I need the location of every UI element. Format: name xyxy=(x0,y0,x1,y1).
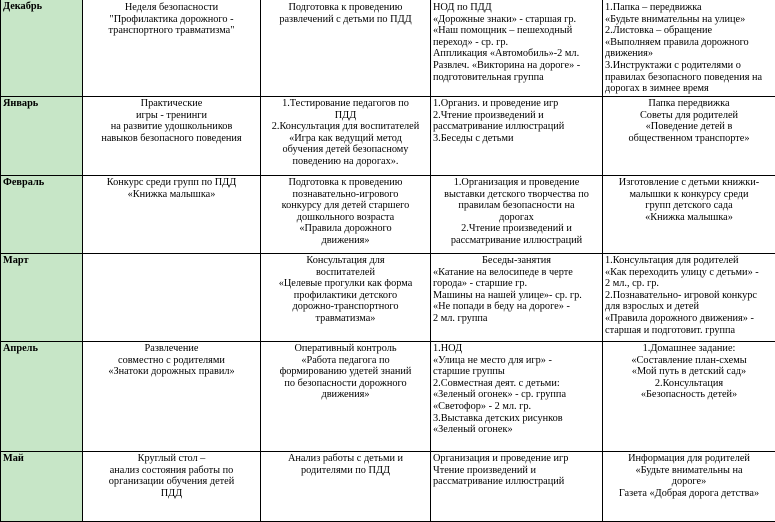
text-line: "Профилактика дорожного - xyxy=(85,14,258,26)
text-line: совместно с родителями xyxy=(85,355,258,367)
month-label: Март xyxy=(3,255,29,266)
text-line: профилактики детского xyxy=(263,290,428,302)
text-line: 3.Беседы с детьми xyxy=(433,133,600,145)
text-line: Оперативный контроль xyxy=(263,343,428,355)
text-line: «Будьте внимательны на xyxy=(605,465,773,477)
text-line: «Поведение детей в xyxy=(605,121,773,133)
table-cell-parents xyxy=(603,342,775,452)
text-line: «Целевые прогулки как форма xyxy=(263,278,428,290)
text-line: 1.Организация и проведение xyxy=(433,177,600,189)
table-cell-event xyxy=(83,254,261,342)
text-line: 2.Консультация для воспитателей xyxy=(263,121,428,133)
text-line: «Зеленый огонек» - ср. группа xyxy=(433,389,600,401)
text-line: старшая и подготовит. группа xyxy=(605,325,773,337)
month-label: Январь xyxy=(3,98,38,109)
text-line: «Выполняем правила дорожного xyxy=(605,37,773,49)
text-line: дорожно-транспортного xyxy=(263,301,428,313)
text-line: дошкольного возраста xyxy=(263,212,428,224)
text-line: Аппликация «Автомобиль»-2 мл. xyxy=(433,48,600,60)
text-line: навыков безопасного поведения xyxy=(85,133,258,145)
text-line: Подготовка к проведению xyxy=(263,2,428,14)
text-line: правилах безопасного поведения на xyxy=(605,72,773,84)
text-line: Конкурс среди групп по ПДД xyxy=(85,177,258,189)
month-cell xyxy=(1,176,83,254)
text-line: дороге» xyxy=(605,476,773,488)
text-line: «Как переходить улицу с детьми» - xyxy=(605,267,773,279)
text-line: обучения детей безопасному xyxy=(263,144,428,156)
table-row-january xyxy=(1,97,775,176)
text-line: Анализ работы с детьми и xyxy=(263,453,428,465)
text-line: Круглый стол – xyxy=(85,453,258,465)
text-line: групп детского сада xyxy=(605,200,773,212)
text-line: переход» - ср. гр. xyxy=(433,37,600,49)
text-line: малышки к конкурсу среди xyxy=(605,189,773,201)
text-line: «Катание на велосипеде в черте xyxy=(433,267,600,279)
text-line: Неделя безопасности xyxy=(85,2,258,14)
text-line: 1.Тестирование педагогов по xyxy=(263,98,428,110)
text-line: Организация и проведение игр xyxy=(433,453,600,465)
text-line: движения» xyxy=(263,389,428,401)
text-line: 2.Чтение произведений и xyxy=(433,223,600,235)
text-line: для взрослых и детей xyxy=(605,301,773,313)
table-cell-event xyxy=(83,176,261,254)
text-line: подготовительная группа xyxy=(433,72,600,84)
text-line: 3.Выставка детских рисунков xyxy=(433,413,600,425)
text-line: познавательно-игрового xyxy=(263,189,428,201)
text-line: 2.Совместная деят. с детьми: xyxy=(433,378,600,390)
month-cell xyxy=(1,452,83,522)
month-label: Декабрь xyxy=(3,1,42,12)
text-line: 2.Чтение произведений и xyxy=(433,110,600,122)
table-cell-children xyxy=(431,0,603,97)
text-line: Изготовление с детьми книжки- xyxy=(605,177,773,189)
text-line: Чтение произведений и xyxy=(433,465,600,477)
text-line: 2 мл., ср. гр. xyxy=(605,278,773,290)
table-cell-event xyxy=(83,342,261,452)
text-line: формированию удетей знаний xyxy=(263,366,428,378)
text-line: Развлечение xyxy=(85,343,258,355)
text-line: развлечений с детьми по ПДД xyxy=(263,14,428,26)
text-line: дорогах в зимнее время xyxy=(605,83,773,95)
table-cell-parents xyxy=(603,176,775,254)
text-line: выставки детского творчества по xyxy=(433,189,600,201)
text-line: рассматривание иллюстраций xyxy=(433,121,600,133)
text-line: города» - старшие гр. xyxy=(433,278,600,290)
table-row-may xyxy=(1,452,775,522)
text-line: «Работа педагога по xyxy=(263,355,428,367)
text-line: 1.Домашнее задание: xyxy=(605,343,773,355)
text-line: «Светофор» - 2 мл. гр. xyxy=(433,401,600,413)
text-line: воспитателей xyxy=(263,267,428,279)
text-line: «Не попади в беду на дороге» - xyxy=(433,301,600,313)
text-line: «Составление план-схемы xyxy=(605,355,773,367)
table-cell-teachers xyxy=(261,176,431,254)
table-cell-event xyxy=(83,452,261,522)
month-cell xyxy=(1,97,83,176)
text-line: 1.Папка – передвижка xyxy=(605,2,773,14)
text-line: организации обучения детей xyxy=(85,476,258,488)
table-row-april xyxy=(1,342,775,452)
month-label: Февраль xyxy=(3,177,44,188)
text-line: «Дорожные знаки» - старшая гр. xyxy=(433,14,600,26)
text-line: «Правила дорожного xyxy=(263,223,428,235)
table-cell-parents xyxy=(603,97,775,176)
table-cell-event xyxy=(83,0,261,97)
text-line: конкурсу для детей старшего xyxy=(263,200,428,212)
text-line: рассматривание иллюстраций xyxy=(433,476,600,488)
table-cell-children xyxy=(431,452,603,522)
text-line: «Игра как ведущий метод xyxy=(263,133,428,145)
text-line: ПДД xyxy=(85,488,258,500)
text-line: «Зеленый огонек» xyxy=(433,424,600,436)
text-line: транспортного травматизма" xyxy=(85,25,258,37)
text-line: рассматривание иллюстраций xyxy=(433,235,600,247)
month-cell xyxy=(1,0,83,97)
text-line: Консультация для xyxy=(263,255,428,267)
text-line: 2.Листовка – обращение xyxy=(605,25,773,37)
table-cell-teachers xyxy=(261,0,431,97)
text-line: 1.НОД xyxy=(433,343,600,355)
text-line: ПДД xyxy=(263,110,428,122)
text-line: 2.Познавательно- игровой конкурс xyxy=(605,290,773,302)
text-line: НОД по ПДД xyxy=(433,2,600,14)
text-line: «Книжка малышка» xyxy=(85,189,258,201)
text-line: старшие группы xyxy=(433,366,600,378)
text-line: Практические xyxy=(85,98,258,110)
text-line: анализ состояния работы по xyxy=(85,465,258,477)
month-label: Апрель xyxy=(3,343,38,354)
text-line: Папка передвижка xyxy=(605,98,773,110)
month-cell xyxy=(1,254,83,342)
text-line: 1.Организ. и проведение игр xyxy=(433,98,600,110)
table-row-february xyxy=(1,176,775,254)
text-line: Беседы-занятия xyxy=(433,255,600,267)
text-line: Газета «Добрая дорога детства» xyxy=(605,488,773,500)
text-line: общественном транспорте» xyxy=(605,133,773,145)
table-cell-teachers xyxy=(261,452,431,522)
table-cell-teachers xyxy=(261,254,431,342)
text-line: Машины на нашей улице»- ср. гр. xyxy=(433,290,600,302)
text-line: Информация для родителей xyxy=(605,453,773,465)
table-cell-parents xyxy=(603,452,775,522)
table-row-december xyxy=(1,0,775,97)
text-line: на развитие удошкольников xyxy=(85,121,258,133)
text-line: «Наш помощник – пешеходный xyxy=(433,25,600,37)
text-line: 1.Консультация для родителей xyxy=(605,255,773,267)
table-cell-children xyxy=(431,176,603,254)
text-line: «Безопасность детей» xyxy=(605,389,773,401)
month-label: Май xyxy=(3,453,24,464)
text-line: Советы для родителей xyxy=(605,110,773,122)
text-line: по безопасности дорожного xyxy=(263,378,428,390)
table-cell-children xyxy=(431,342,603,452)
text-line: Подготовка к проведению xyxy=(263,177,428,189)
text-line: травматизма» xyxy=(263,313,428,325)
text-line: поведению на дорогах». xyxy=(263,156,428,168)
text-line: правилам безопасности на xyxy=(433,200,600,212)
table-row-march xyxy=(1,254,775,342)
table-cell-parents xyxy=(603,254,775,342)
text-line: «Будьте внимательны на улице» xyxy=(605,14,773,26)
text-line: «Улица не место для игр» - xyxy=(433,355,600,367)
month-cell xyxy=(1,342,83,452)
text-line: 2.Консультация xyxy=(605,378,773,390)
text-line: движения» xyxy=(605,48,773,60)
table-cell-children xyxy=(431,254,603,342)
text-line: игры - тренинги xyxy=(85,110,258,122)
table-cell-teachers xyxy=(261,342,431,452)
text-line: дорогах xyxy=(433,212,600,224)
text-line: родителями по ПДД xyxy=(263,465,428,477)
text-line: движения» xyxy=(263,235,428,247)
table-cell-children xyxy=(431,97,603,176)
table-cell-event xyxy=(83,97,261,176)
table-cell-parents xyxy=(603,0,775,97)
table-cell-teachers xyxy=(261,97,431,176)
text-line: Развлеч. «Викторина на дороге» - xyxy=(433,60,600,72)
text-line: 2 мл. группа xyxy=(433,313,600,325)
text-line: «Знатоки дорожных правил» xyxy=(85,366,258,378)
text-line: 3.Инструктажи с родителями о xyxy=(605,60,773,72)
text-line: «Мой путь в детский сад» xyxy=(605,366,773,378)
text-line: «Книжка малышка» xyxy=(605,212,773,224)
text-line: «Правила дорожного движения» - xyxy=(605,313,773,325)
